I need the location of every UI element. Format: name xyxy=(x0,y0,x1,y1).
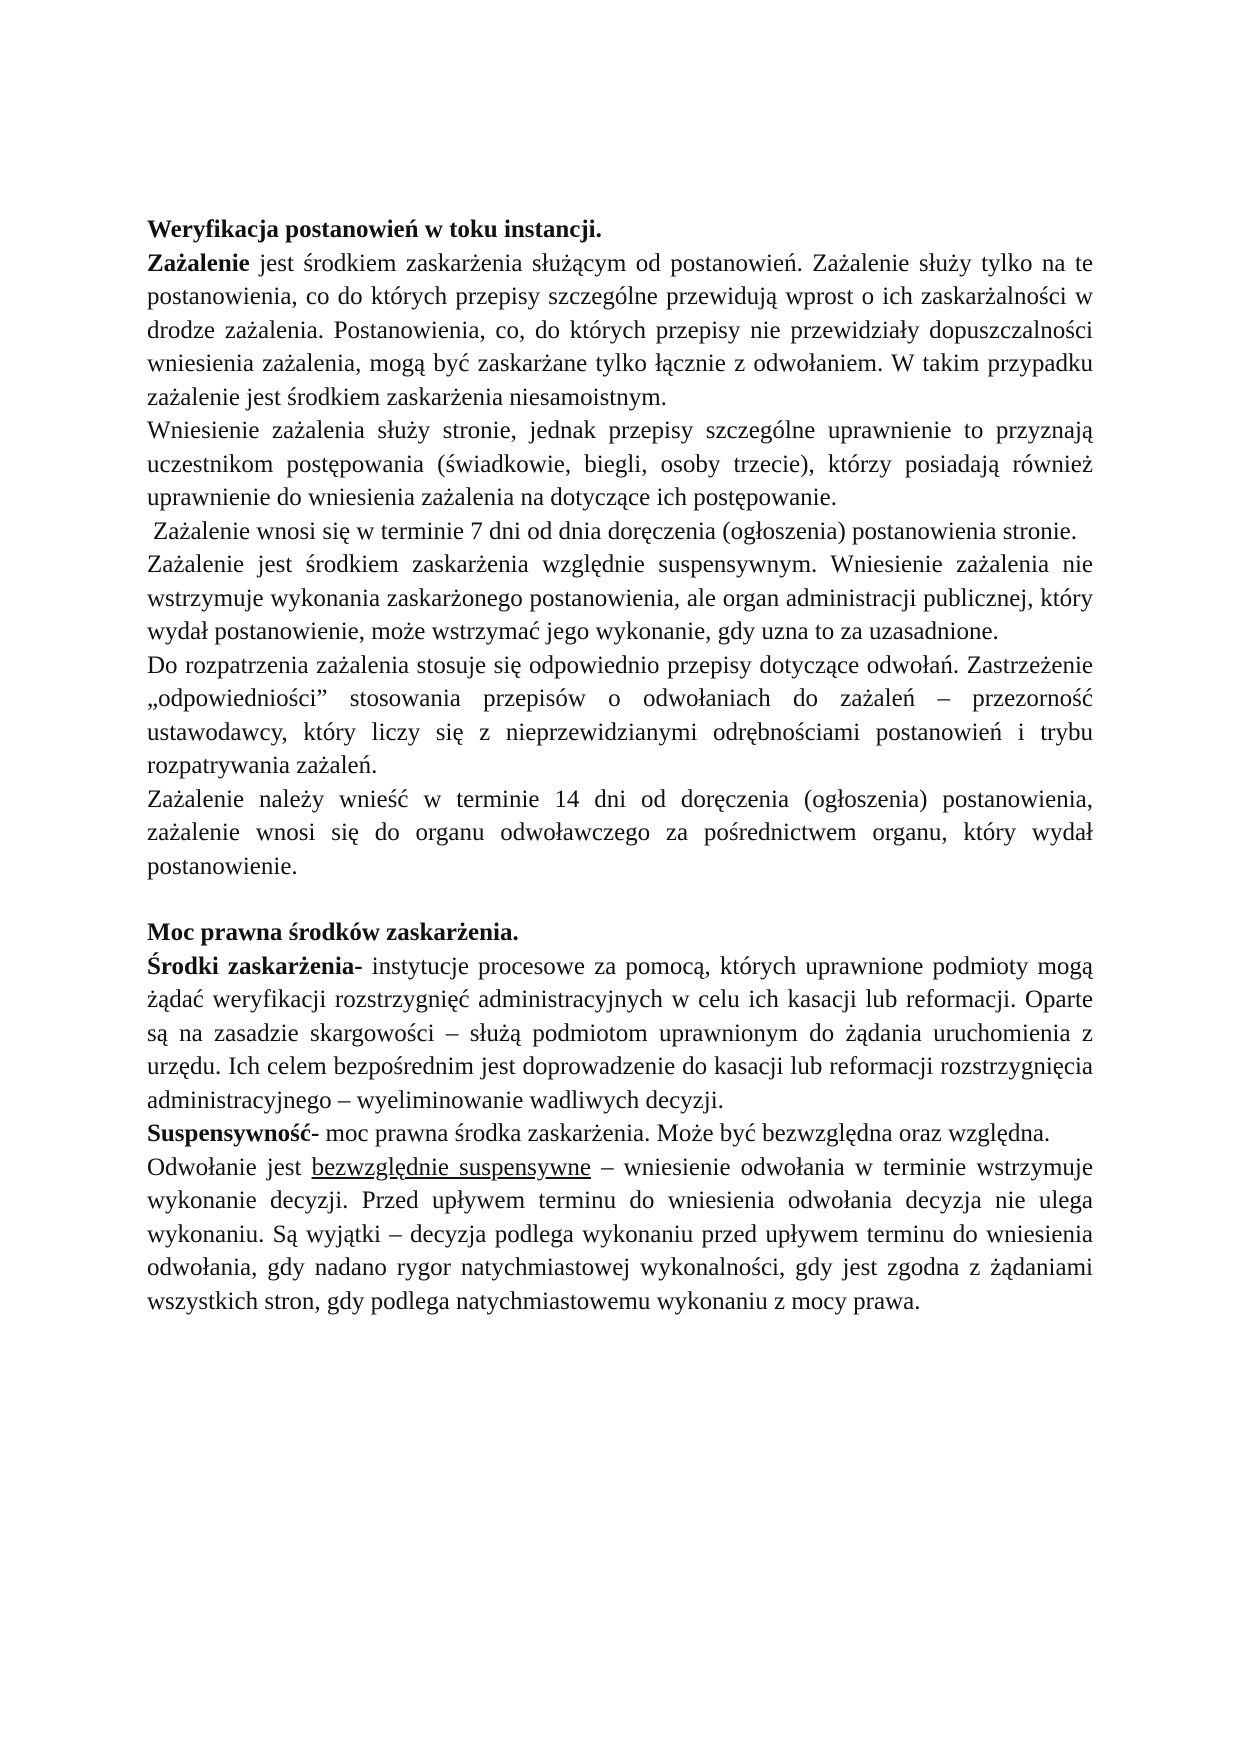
underlined-phrase: bezwzględnie suspensywne xyxy=(311,1153,591,1181)
paragraph-zazalenie-definition xyxy=(147,247,1093,415)
paragraph-srodki-zaskarzenia xyxy=(147,950,1093,1118)
paragraph-text: moc prawna środka zaskarżenia. Może być bezwzględna oraz względna. xyxy=(319,1120,1051,1147)
paragraph-text: jest środkiem zaskarżenia służącym od postanowień. Zażalenie służy tylko na te postanowienia, co do których przepisy szczególne przewidują wprost o ich zaskarżalności w drodze zażalenia. Postanowienia, co, do których przepisy nie przewidziały dopuszczalności wniesienia zażalenia, mogą być zaskarżane tylko łącznie z odwołaniem. W takim przypadku zażalenie jest środkiem zaskarżenia niesamoistnym. xyxy=(147,249,1093,411)
term-suspensywnosc: Suspensywność- xyxy=(147,1120,320,1147)
section-heading-weryfikacja: Weryfikacja postanowień w toku instancji. xyxy=(147,216,602,243)
paragraph-odwolanie xyxy=(147,1151,1093,1319)
paragraph-suspensywnosc xyxy=(147,1117,1093,1151)
paragraph-text: instytucje procesowe za pomocą, których uprawnione podmioty mogą żądać weryfikacji rozstrzygnięć administracyjnych w celu ich kasacji lub reformacji. Oparte są na zasadzie skargowości – służą podmiotom uprawnionym do żądania uruchomienia z urzędu. Ich celem bezpośrednim jest doprowadzenie do kasacji lub reformacji rozstrzygnięcia administracyjnego – wyeliminowanie wadliwych decyzji. xyxy=(147,952,1094,1114)
section-heading-moc-prawna: Moc prawna środków zaskarżenia. xyxy=(147,919,519,946)
document-page xyxy=(147,213,1093,1318)
paragraph-wniesienie-zazalenia: Wniesienie zażalenia służy stronie, jednak przepisy szczególne uprawnienie to przyznają uczestnikom postępowania (świadkowie, biegli, osoby trzecie), którzy posiadają również uprawnienie do wniesienia zażalenia na dotyczące ich postępowanie. xyxy=(147,417,1093,511)
paragraph-termin-7-dni: Zażalenie wnosi się w terminie 7 dni od dnia doręczenia (ogłoszenia) postanowienia stronie. xyxy=(153,517,1077,545)
paragraph-odpowiedniosc: Do rozpatrzenia zażalenia stosuje się odpowiednio przepisy dotyczące odwołań. Zastrzeżenie „odpowiedniości” stosowania przepisów o odwołaniach do zażaleń – przezorność ustawodawcy, który liczy się z nieprzewidzianymi odrębnościami postanowień i trybu rozpatrywania zażaleń. xyxy=(147,651,1093,779)
term-zazalenie: Zażalenie xyxy=(147,249,250,277)
paragraph-text: Odwołanie jest xyxy=(147,1153,312,1181)
term-srodki-zaskarzenia: Środki zaskarżenia- xyxy=(147,952,363,980)
paragraph-text: – wniesienie odwołania w terminie wstrzymuje wykonanie decyzji. Przed upływem terminu do wniesienia odwołania decyzja nie ulega wykonaniu. Są wyjątki – decyzja podlega wykonaniu przed upływem terminu do wniesienia odwołania, gdy nadano rygor natychmiastowej wykonalności, gdy jest zgodna z żądaniami wszystkich stron, gdy podlega natychmiastowemu wykonaniu z mocy prawa. xyxy=(147,1153,1093,1315)
section-spacer xyxy=(147,883,1093,916)
paragraph-suspensywnosc-zazalenia: Zażalenie jest środkiem zaskarżenia względnie suspensywnym. Wniesienie zażalenia nie wstrzymuje wykonania zaskarżonego postanowienia, ale organ administracji publicznej, który wydał postanowienie, może wstrzymać jego wykonanie, gdy uzna to za uzasadnione. xyxy=(147,551,1093,645)
paragraph-termin-14-dni: Zażalenie należy wnieść w terminie 14 dni od doręczenia (ogłoszenia) postanowienia, zażalenie wnosi się do organu odwoławczego za pośrednictwem organu, który wydał postanowienie. xyxy=(147,785,1093,880)
